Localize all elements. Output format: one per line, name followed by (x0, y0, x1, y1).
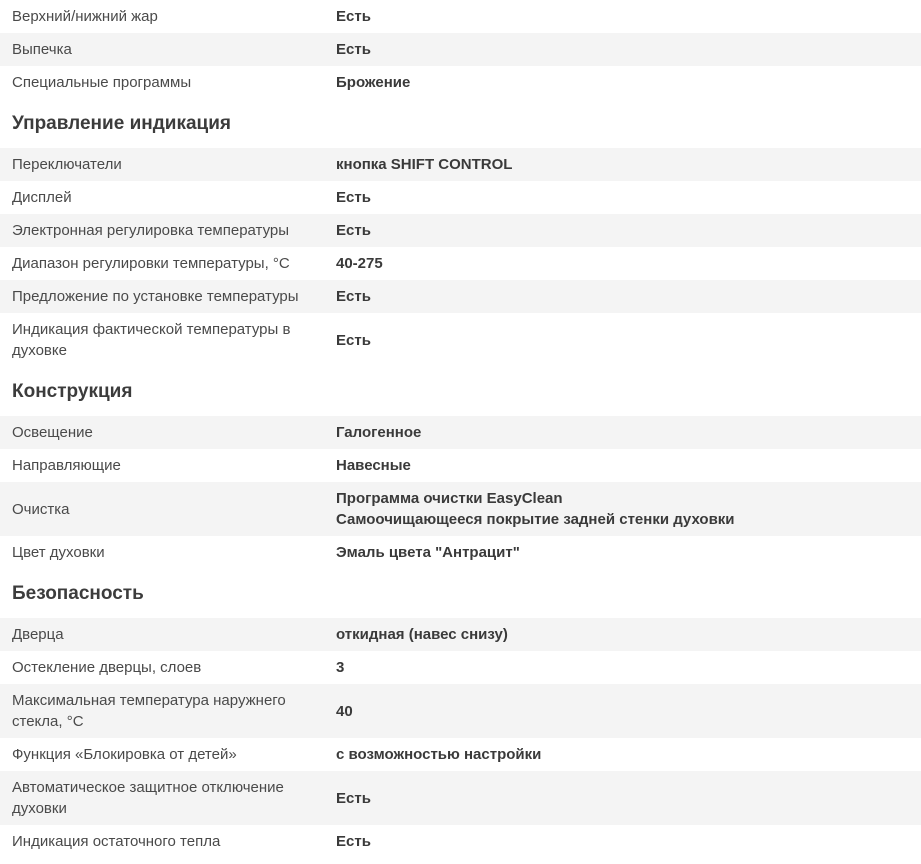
spec-label: Направляющие (12, 457, 121, 474)
spec-value: Навесные (336, 457, 411, 474)
spec-label: Индикация фактической температуры в духовке (12, 321, 291, 359)
spec-value: 40-275 (336, 255, 383, 272)
spec-label: Освещение (12, 424, 93, 441)
spec-value: 40 (336, 702, 353, 720)
spec-label: Дверца (12, 626, 64, 643)
spec-label: Переключатели (12, 156, 122, 173)
spec-value: кнопка SHIFT CONTROL (336, 156, 513, 173)
spec-row (0, 771, 921, 825)
spec-value: Эмаль цвета "Антрацит" (336, 544, 520, 561)
spec-value: Есть (336, 833, 371, 850)
spec-value: Есть (336, 222, 371, 239)
spec-section (0, 569, 921, 858)
spec-value: Есть (336, 331, 371, 349)
spec-row (0, 214, 921, 247)
spec-label: Цвет духовки (12, 544, 105, 561)
spec-row (0, 33, 921, 66)
spec-row (0, 66, 921, 99)
spec-value: Есть (336, 288, 371, 305)
spec-row (0, 618, 921, 651)
spec-row (0, 684, 921, 738)
spec-label: Очистка (12, 500, 70, 518)
spec-label: Остекление дверцы, слоев (12, 659, 202, 676)
spec-value: Брожение (336, 74, 411, 91)
spec-row (0, 536, 921, 569)
spec-value: Есть (336, 8, 371, 25)
spec-value: Есть (336, 789, 371, 807)
spec-label: Предложение по установке температуры (12, 288, 299, 305)
spec-value: с возможностью настройки (336, 746, 542, 763)
spec-label: Дисплей (12, 189, 72, 206)
spec-label: Максимальная температура наружнего стекла, °С (12, 692, 286, 730)
spec-label: Функция «Блокировка от детей» (12, 746, 237, 763)
spec-value: Есть (336, 189, 371, 206)
spec-value: Галогенное (336, 424, 422, 441)
spec-row (0, 0, 921, 33)
spec-row (0, 825, 921, 858)
spec-section (0, 0, 921, 99)
spec-row (0, 247, 921, 280)
spec-row (0, 738, 921, 771)
spec-value: откидная (навес снизу) (336, 626, 508, 643)
spec-label: Электронная регулировка температуры (12, 222, 290, 239)
spec-value: Программа очистки EasyClean Самоочищающееся покрытие задней стенки духовки (336, 490, 735, 528)
spec-label: Диапазон регулировки температуры, °C (12, 255, 290, 272)
spec-row (0, 280, 921, 313)
spec-value: Есть (336, 41, 371, 58)
spec-row (0, 651, 921, 684)
spec-section (0, 367, 921, 569)
spec-row (0, 148, 921, 181)
spec-value: 3 (336, 659, 345, 676)
spec-section (0, 99, 921, 367)
spec-label: Верхний/нижний жар (12, 8, 158, 25)
spec-label: Индикация остаточного тепла (12, 833, 221, 850)
section-title: Управление индикация (12, 113, 231, 134)
spec-row (0, 313, 921, 367)
spec-row (0, 449, 921, 482)
spec-row (0, 416, 921, 449)
section-title: Конструкция (12, 381, 133, 402)
spec-row (0, 181, 921, 214)
spec-label: Автоматическое защитное отключение духовки (12, 779, 284, 817)
spec-label: Выпечка (12, 41, 72, 58)
spec-label: Специальные программы (12, 74, 192, 91)
spec-row (0, 482, 921, 536)
section-title: Безопасность (12, 583, 144, 604)
